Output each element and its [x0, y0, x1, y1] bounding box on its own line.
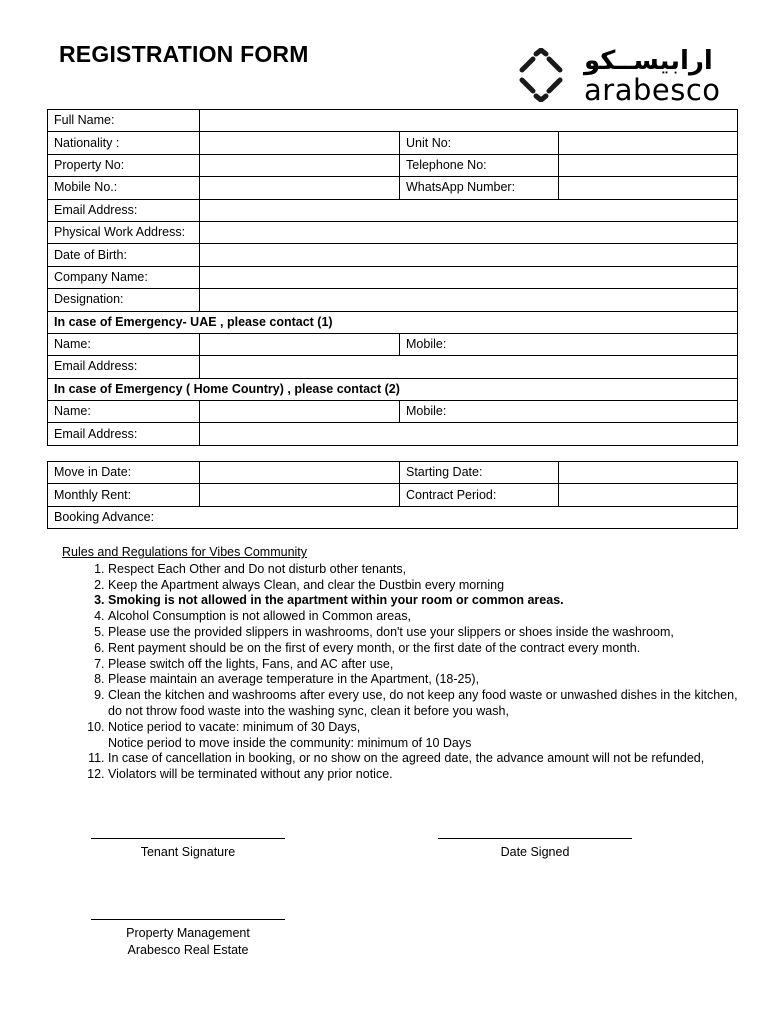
nationality-field[interactable] — [200, 132, 400, 154]
property-no-label: Property No: — [48, 154, 200, 176]
full-name-label: Full Name: — [48, 110, 200, 132]
whatsapp-label: WhatsApp Number: — [400, 177, 559, 199]
list-item: 1. Respect Each Other and Do not disturb other tenants, — [108, 562, 742, 578]
table-row — [48, 244, 738, 266]
table-row — [48, 110, 738, 132]
emergency1-email-label: Email Address: — [48, 356, 200, 378]
rules-title: Rules and Regulations for Vibes Community — [62, 545, 308, 559]
company-name-label: Arabesco Real Estate — [127, 943, 249, 957]
table-row — [48, 333, 738, 355]
property-management-label: Property Management — [126, 926, 250, 940]
move-in-date-label: Move in Date: — [48, 462, 200, 484]
table-row — [48, 132, 738, 154]
unit-no-label: Unit No: — [400, 132, 559, 154]
arabesco-logo-mark-icon — [514, 48, 568, 102]
company-label: Company Name: — [48, 266, 200, 288]
emergency1-email-field[interactable] — [200, 356, 738, 378]
list-item: 9. Clean the kitchen and washrooms after every use, do not keep any food waste or unwashed dishes in the kitchen, do not throw food waste into the washing sync, clean it before you wash, — [108, 688, 742, 720]
rules-section — [62, 545, 742, 783]
list-item: 4. Alcohol Consumption is not allowed in Common areas, — [108, 609, 742, 625]
table-row — [48, 266, 738, 288]
monthly-rent-label: Monthly Rent: — [48, 484, 200, 506]
work-address-label: Physical Work Address: — [48, 221, 200, 243]
list-item: 8. Please maintain an average temperature in the Apartment, (18-25), — [108, 672, 742, 688]
tenant-signature-block[interactable] — [91, 838, 285, 861]
dob-field[interactable] — [200, 244, 738, 266]
nationality-label: Nationality : — [48, 132, 200, 154]
dob-label: Date of Birth: — [48, 244, 200, 266]
emergency2-mobile-label[interactable]: Mobile: — [400, 401, 738, 423]
rule-10-line-2: Notice period to move inside the community: minimum of 10 Days — [108, 735, 472, 750]
list-item: 6. Rent payment should be on the first of every month, or the first date of the contract every month. — [108, 641, 742, 657]
full-name-field[interactable] — [200, 110, 738, 132]
date-signed-label: Date Signed — [500, 845, 570, 859]
signature-line — [438, 838, 632, 839]
list-item: 12. Violators will be terminated without any prior notice. — [108, 767, 742, 783]
booking-advance-field[interactable]: Booking Advance: — [48, 506, 738, 528]
list-item: 11. In case of cancellation in booking, or no show on the agreed date, the advance amount will not be refunded, — [108, 751, 742, 767]
tenant-signature-label: Tenant Signature — [140, 845, 236, 859]
mobile-no-field[interactable] — [200, 177, 400, 199]
email-field[interactable] — [200, 199, 738, 221]
starting-date-label: Starting Date: — [400, 462, 559, 484]
emergency1-name-field[interactable] — [200, 333, 400, 355]
date-signed-block[interactable] — [438, 838, 632, 861]
table-row — [48, 484, 738, 506]
email-label: Email Address: — [48, 199, 200, 221]
company-field[interactable] — [200, 266, 738, 288]
personal-details-table — [47, 109, 738, 446]
property-management-signature-block[interactable] — [91, 919, 285, 959]
contract-period-field[interactable] — [559, 484, 738, 506]
emergency2-email-label: Email Address: — [48, 423, 200, 445]
table-row — [48, 356, 738, 378]
list-item — [108, 720, 742, 752]
unit-no-field[interactable] — [559, 132, 738, 154]
list-item: 5. Please use the provided slippers in washrooms, don't use your slippers or shoes inside the washroom, — [108, 625, 742, 641]
arabesco-logo — [514, 46, 736, 106]
telephone-no-field[interactable] — [559, 154, 738, 176]
logo-arabic-text: ارابيســكو — [584, 46, 713, 76]
emergency2-email-field[interactable] — [200, 423, 738, 445]
list-item: 2. Keep the Apartment always Clean, and clear the Dustbin every morning — [108, 578, 742, 594]
mobile-no-label: Mobile No.: — [48, 177, 200, 199]
work-address-field[interactable] — [200, 221, 738, 243]
table-row — [48, 289, 738, 311]
emergency1-mobile-label[interactable]: Mobile: — [400, 333, 738, 355]
designation-label: Designation: — [48, 289, 200, 311]
table-row — [48, 378, 738, 400]
emergency-home-heading: In case of Emergency ( Home Country) , please contact (2) — [48, 378, 738, 400]
rule-10-line-1: Notice period to vacate: minimum of 30 Days, — [108, 719, 361, 734]
emergency2-name-field[interactable] — [200, 401, 400, 423]
contract-period-label: Contract Period: — [400, 484, 559, 506]
page-title: REGISTRATION FORM — [59, 41, 309, 67]
signature-line — [91, 919, 285, 920]
logo-english-text: arabesco — [584, 73, 721, 107]
lease-details-table — [47, 461, 738, 529]
emergency2-name-label: Name: — [48, 401, 200, 423]
table-row — [48, 154, 738, 176]
table-row — [48, 221, 738, 243]
table-row — [48, 401, 738, 423]
table-row — [48, 506, 738, 528]
emergency-uae-heading: In case of Emergency- UAE , please contact (1) — [48, 311, 738, 333]
list-item: 3. Smoking is not allowed in the apartment within your room or common areas. — [108, 593, 742, 609]
table-row — [48, 462, 738, 484]
list-item: 7. Please switch off the lights, Fans, and AC after use, — [108, 657, 742, 673]
table-row — [48, 199, 738, 221]
move-in-date-field[interactable] — [200, 462, 400, 484]
starting-date-field[interactable] — [559, 462, 738, 484]
table-row — [48, 311, 738, 333]
whatsapp-field[interactable] — [559, 177, 738, 199]
monthly-rent-field[interactable] — [200, 484, 400, 506]
emergency1-name-label: Name: — [48, 333, 200, 355]
table-row — [48, 177, 738, 199]
telephone-no-label: Telephone No: — [400, 154, 559, 176]
rules-list — [62, 562, 742, 783]
signature-line — [91, 838, 285, 839]
designation-field[interactable] — [200, 289, 738, 311]
table-row — [48, 423, 738, 445]
property-no-field[interactable] — [200, 154, 400, 176]
